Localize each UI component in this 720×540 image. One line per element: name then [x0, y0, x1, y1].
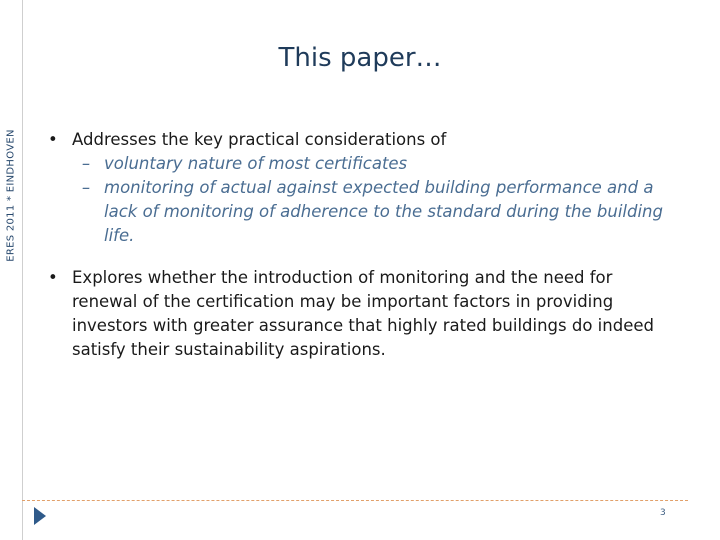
sub-bullet-text: monitoring of actual against expected building performance and a lack of monitoring of adherence to the standard during the building life. — [104, 178, 663, 245]
side-bar — [0, 0, 23, 540]
slide-content — [48, 128, 688, 362]
arrow-icon — [34, 507, 46, 525]
bullet-text: Explores whether the introduction of monitoring and the need for renewal of the certification may be important factors in providing investors with greater assurance that highly rated buildings do indeed satisfy their sustainability aspirations. — [72, 268, 654, 359]
bullet-item — [48, 266, 688, 362]
sub-bullet-item — [68, 152, 688, 176]
footer-divider — [22, 500, 688, 501]
bullet-icon: • — [48, 130, 58, 149]
sub-bullet-item — [68, 176, 688, 248]
conference-label: ERES 2011 * EINDHOVEN — [5, 129, 17, 262]
sub-bullet-text: voluntary nature of most certificates — [104, 154, 408, 173]
slide-title: This paper… — [278, 43, 442, 73]
dash-icon: – — [81, 178, 91, 197]
bullet-text: Addresses the key practical considerations of — [72, 130, 447, 149]
bullet-icon: • — [48, 268, 58, 287]
bullet-item — [48, 128, 688, 152]
page-number: 3 — [660, 508, 666, 518]
dash-icon: – — [81, 154, 91, 173]
